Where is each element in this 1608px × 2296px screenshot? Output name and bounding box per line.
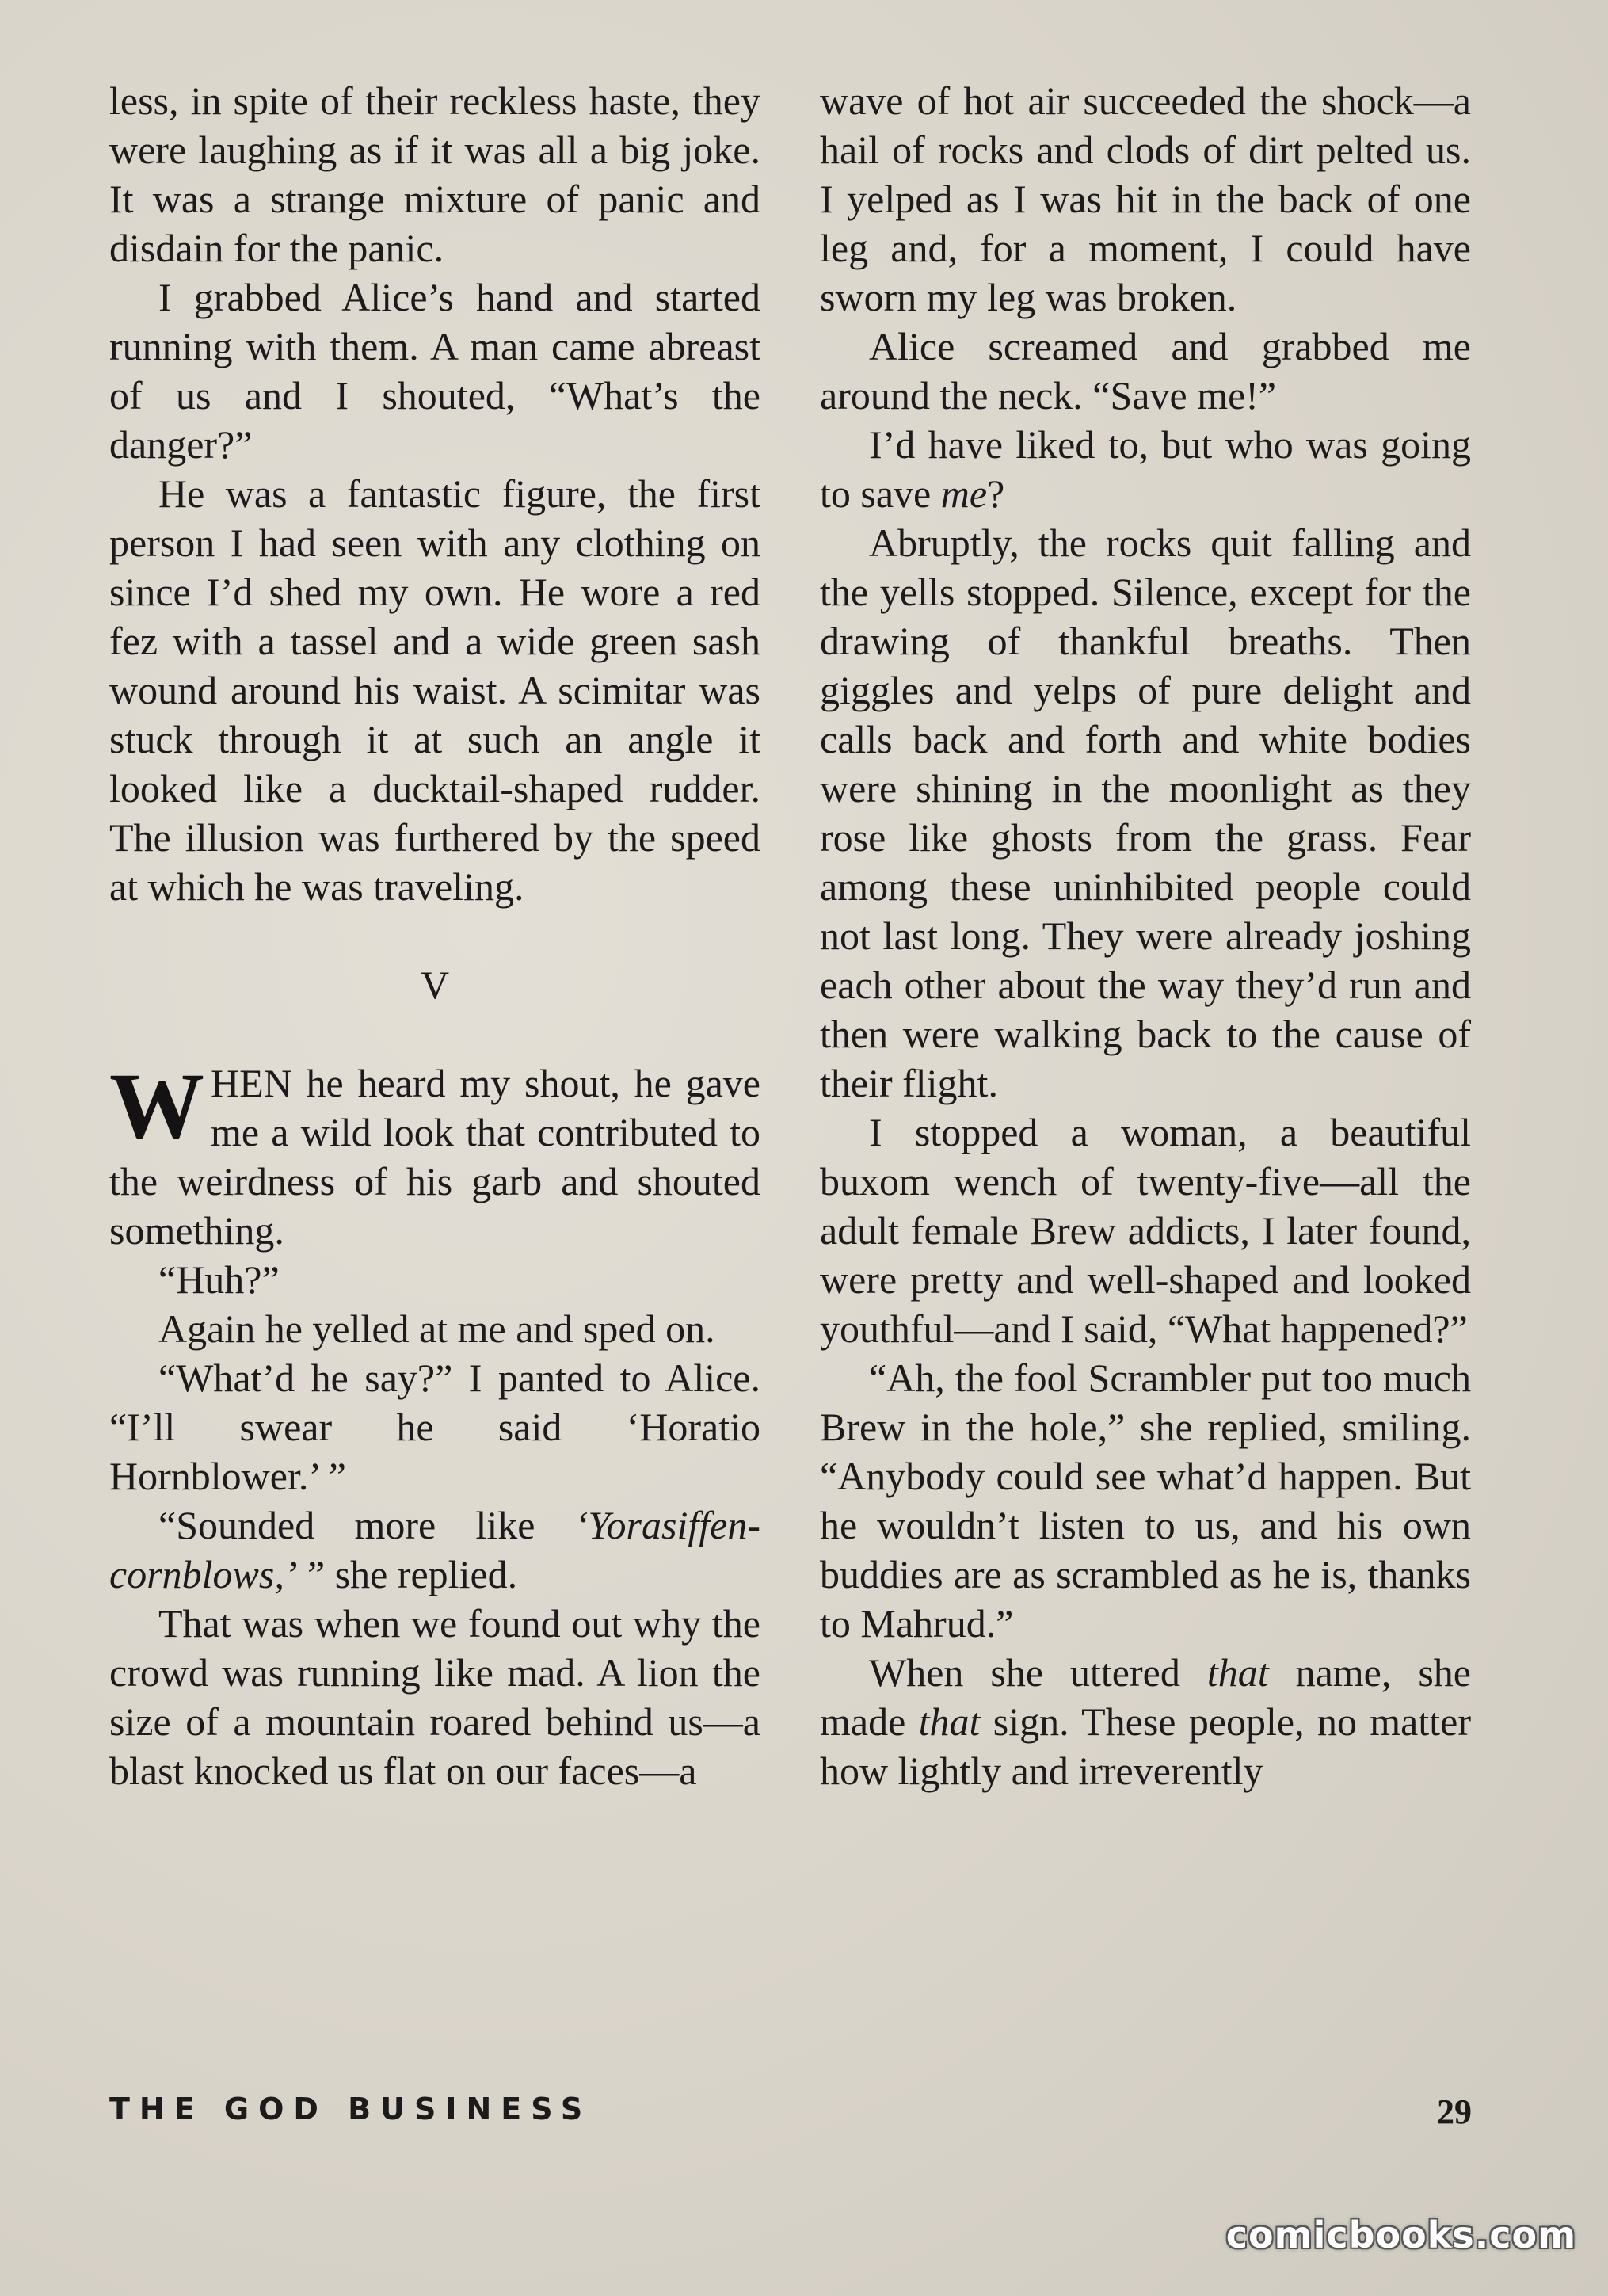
paragraph: Again he yelled at me and sped on. <box>158 1306 715 1351</box>
page-number: 29 <box>1437 2092 1472 2131</box>
running-title: THE GOD BUSINESS <box>109 2092 593 2126</box>
paragraph: He was a fantastic figure, the first person I had seen with any clothing on since I’d shed my own. He wore a red fez with a tassel and a wide green sash wound around his waist. A scimitar was stuck through it at such an angle it looked like a ducktail-shaped rudder. The illusion was furthered by the speed at which he was traveling. <box>109 471 760 909</box>
paragraph <box>820 420 1471 518</box>
page-footer <box>109 2092 1472 2132</box>
paragraph <box>820 1648 1471 1795</box>
section-heading: V <box>420 963 450 1007</box>
paragraph: “Huh?” <box>158 1257 280 1302</box>
text-span: I’d have liked to, but who was going to save <box>820 422 1471 516</box>
text-span: “Sounded more like <box>158 1503 575 1547</box>
italic-span: that <box>1206 1650 1269 1695</box>
paragraph: “Ah, the fool Scrambler put too much Brew in the hole,” she replied, smiling. “Anybody could see what’d happen. But he wouldn’t listen to us, and his own buddies are as scrambled as he is, thanks to Mahrud.” <box>820 1356 1471 1646</box>
watermark: comicbooks.com <box>1225 2214 1576 2256</box>
paragraph: I grabbed Alice’s hand and started running with them. A man came abreast of us and I shouted, “What’s the danger?” <box>109 275 760 467</box>
text-span: ” she replied. <box>297 1552 518 1596</box>
paragraph: Alice screamed and grabbed me around the neck. “Save me!” <box>820 324 1471 418</box>
paragraph: I stopped a woman, a beautiful buxom wench of twenty-five—all the adult female Brew addicts, I later found, were pretty and well-shaped and looked youthful—and I said, “What happened?” <box>820 1110 1471 1351</box>
italic-span: ‘Yorasiffen-cornblows,’ <box>109 1503 760 1596</box>
paragraph-text: HEN he heard my shout, he gave me a wild look that contributed to the weirdness of his garb and shouted something. <box>109 1061 760 1253</box>
text-span: When she uttered <box>869 1650 1207 1695</box>
paragraph: less, in spite of their reckless haste, they were laughing as if it was all a big joke. It was a strange mixture of panic and disdain for the panic. <box>109 78 760 270</box>
italic-span: me <box>940 471 988 516</box>
text-span: sign. These people, no matter how lightly and irreverently <box>820 1699 1471 1793</box>
text-span: name, she made <box>820 1650 1471 1744</box>
drop-cap: W <box>109 1053 204 1158</box>
italic-span: that <box>918 1699 981 1744</box>
paragraph <box>109 1501 760 1599</box>
text-span: ? <box>987 471 1005 516</box>
paragraph: That was when we found out why the crowd was running like mad. A lion the size of a mountain roared behind us—a blast knocked us flat on our faces—a <box>109 1601 760 1793</box>
paragraph: Abruptly, the rocks quit falling and the yells stopped. Silence, except for the drawing of thankful breaths. Then giggles and yelps of pure delight and calls back and forth and white bodies were shining in the moonlight as they rose like ghosts from the grass. Fear among these uninhibited people could not last long. They were already joshing each other about the way they’d run and then were walking back to the cause of their flight. <box>820 521 1471 1105</box>
paragraph: “What’d he say?” I panted to Alice. “I’ll swear he said ‘Horatio Hornblower.’ ” <box>109 1356 760 1498</box>
paragraph: wave of hot air succeeded the shock—a hail of rocks and clods of dirt pelted us. I yelped as I was hit in the back of one leg and, for a moment, I could have sworn my leg was broken. <box>820 78 1471 319</box>
paragraph-dropcap <box>109 1053 760 1255</box>
right-column <box>820 76 1471 1795</box>
left-column <box>109 76 760 1795</box>
